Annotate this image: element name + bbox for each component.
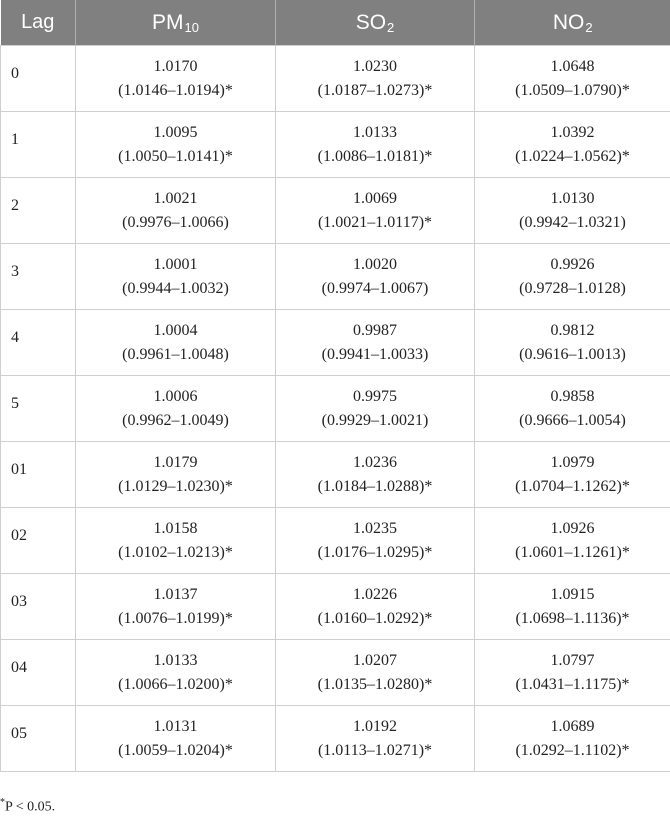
- pm10-confidence-interval: (1.0050–1.0141)*: [118, 147, 233, 165]
- so2-confidence-interval: (1.0176–1.0295)*: [317, 543, 433, 561]
- pm10-cell: [76, 508, 276, 574]
- pm10-estimate: 1.0095: [153, 123, 198, 141]
- pm10-cell: [76, 178, 276, 244]
- so2-cell: [276, 310, 475, 376]
- so2-estimate: 1.0230: [353, 57, 397, 75]
- so2-confidence-interval: (1.0184–1.0288)*: [317, 477, 433, 495]
- no2-cell: [475, 706, 670, 772]
- lag-cell: 02: [1, 508, 76, 574]
- no2-cell: [475, 244, 670, 310]
- no2-estimate: 0.9858: [550, 387, 595, 405]
- no2-confidence-interval: (1.0698–1.1136)*: [515, 609, 630, 627]
- so2-estimate: 1.0069: [353, 189, 397, 207]
- no2-confidence-interval: (0.9616–1.0013): [519, 345, 626, 363]
- pm10-confidence-interval: (1.0066–1.0200)*: [118, 675, 233, 693]
- no2-confidence-interval: (1.0431–1.1175)*: [515, 675, 630, 693]
- no2-cell: [475, 508, 670, 574]
- so2-cell: [276, 112, 475, 178]
- pm10-confidence-interval: (1.0059–1.0204)*: [118, 741, 233, 759]
- table-row: [1, 376, 670, 442]
- table-row: [1, 442, 670, 508]
- no2-cell: [475, 310, 670, 376]
- pm10-cell: [76, 310, 276, 376]
- pm10-confidence-interval: (1.0146–1.0194)*: [118, 81, 233, 99]
- so2-estimate: 1.0192: [353, 717, 397, 735]
- no2-confidence-interval: (1.0601–1.1261)*: [515, 543, 630, 561]
- pm10-confidence-interval: (0.9962–1.0049): [122, 411, 229, 429]
- pm10-estimate: 1.0170: [153, 57, 198, 75]
- table-row: [1, 640, 670, 706]
- so2-cell: [276, 640, 475, 706]
- no2-confidence-interval: (1.0292–1.1102)*: [515, 741, 630, 759]
- pm10-cell: [76, 574, 276, 640]
- pm10-estimate: 1.0021: [153, 189, 198, 207]
- pm10-confidence-interval: (1.0076–1.0199)*: [118, 609, 233, 627]
- lag-cell: 3: [1, 244, 76, 310]
- so2-estimate: 1.0235: [353, 519, 397, 537]
- lag-cell: 04: [1, 640, 76, 706]
- pm10-estimate: 1.0131: [153, 717, 198, 735]
- header-no2-subscript: 2: [585, 19, 593, 35]
- no2-estimate: 1.0979: [550, 453, 595, 471]
- so2-confidence-interval: (1.0086–1.0181)*: [317, 147, 433, 165]
- pm10-cell: [76, 244, 276, 310]
- so2-cell: [276, 574, 475, 640]
- no2-confidence-interval: (1.0509–1.0790)*: [515, 81, 630, 99]
- so2-cell: [276, 244, 475, 310]
- table-row: [1, 310, 670, 376]
- table-row: [1, 112, 670, 178]
- no2-cell: [475, 442, 670, 508]
- pm10-confidence-interval: (1.0102–1.0213)*: [118, 543, 233, 561]
- no2-estimate: 1.0689: [550, 717, 595, 735]
- table-row: [1, 574, 670, 640]
- no2-confidence-interval: (0.9728–1.0128): [519, 279, 626, 297]
- so2-cell: [276, 442, 475, 508]
- no2-cell: [475, 640, 670, 706]
- so2-confidence-interval: (0.9929–1.0021): [321, 411, 429, 429]
- so2-cell: [276, 178, 475, 244]
- no2-estimate: 1.0392: [550, 123, 595, 141]
- pm10-cell: [76, 442, 276, 508]
- header-no2: [475, 0, 670, 46]
- no2-estimate: 0.9926: [550, 255, 595, 273]
- header-so2: [276, 0, 475, 46]
- so2-cell: [276, 706, 475, 772]
- pm10-estimate: 1.0133: [153, 651, 198, 669]
- no2-estimate: 1.0797: [550, 651, 595, 669]
- so2-cell: [276, 376, 475, 442]
- so2-estimate: 1.0133: [353, 123, 397, 141]
- no2-cell: [475, 376, 670, 442]
- no2-estimate: 1.0130: [550, 189, 595, 207]
- so2-confidence-interval: (0.9974–1.0067): [321, 279, 429, 297]
- lag-cell: 1: [1, 112, 76, 178]
- so2-estimate: 0.9975: [353, 387, 397, 405]
- pm10-cell: [76, 46, 276, 112]
- so2-estimate: 0.9987: [353, 321, 397, 339]
- no2-confidence-interval: (0.9666–1.0054): [519, 411, 626, 429]
- header-pm10: [76, 0, 276, 46]
- so2-cell: [276, 508, 475, 574]
- pm10-estimate: 1.0158: [153, 519, 198, 537]
- table-row: [1, 178, 670, 244]
- pm10-estimate: 1.0179: [153, 453, 198, 471]
- footnote: [0, 797, 55, 816]
- table-row: [1, 46, 670, 112]
- header-row: [1, 0, 670, 46]
- pm10-estimate: 1.0001: [153, 255, 198, 273]
- so2-confidence-interval: (1.0160–1.0292)*: [317, 609, 433, 627]
- table-row: [1, 508, 670, 574]
- no2-confidence-interval: (1.0224–1.0562)*: [515, 147, 630, 165]
- pm10-cell: [76, 112, 276, 178]
- lag-cell: 05: [1, 706, 76, 772]
- lag-cell: 4: [1, 310, 76, 376]
- lag-cell: 03: [1, 574, 76, 640]
- table-row: [1, 244, 670, 310]
- no2-estimate: 1.0926: [550, 519, 595, 537]
- pm10-confidence-interval: (0.9944–1.0032): [122, 279, 229, 297]
- header-no2-base: NO: [552, 10, 585, 34]
- pm10-confidence-interval: (1.0129–1.0230)*: [118, 477, 233, 495]
- so2-estimate: 1.0236: [353, 453, 397, 471]
- lag-cell: 01: [1, 442, 76, 508]
- so2-confidence-interval: (1.0113–1.0271)*: [317, 741, 433, 759]
- header-so2-base: SO: [355, 10, 387, 34]
- pm10-cell: [76, 376, 276, 442]
- pm10-estimate: 1.0004: [153, 321, 198, 339]
- so2-confidence-interval: (1.0187–1.0273)*: [317, 81, 433, 99]
- table-header: [1, 0, 670, 46]
- no2-cell: [475, 46, 670, 112]
- so2-cell: [276, 46, 475, 112]
- lag-cell: 5: [1, 376, 76, 442]
- header-pm10-base: PM: [152, 10, 184, 34]
- no2-cell: [475, 178, 670, 244]
- so2-confidence-interval: (1.0135–1.0280)*: [317, 675, 433, 693]
- table-row: [1, 706, 670, 772]
- header-lag: Lag: [1, 0, 76, 46]
- header-pm10-subscript: 10: [184, 19, 199, 35]
- no2-estimate: 1.0915: [550, 585, 595, 603]
- no2-cell: [475, 574, 670, 640]
- so2-confidence-interval: (1.0021–1.0117)*: [317, 213, 433, 231]
- no2-estimate: 1.0648: [550, 57, 595, 75]
- pm10-estimate: 1.0137: [153, 585, 198, 603]
- no2-cell: [475, 112, 670, 178]
- pm10-cell: [76, 706, 276, 772]
- header-so2-subscript: 2: [387, 19, 395, 35]
- pm10-confidence-interval: (0.9961–1.0048): [122, 345, 229, 363]
- no2-confidence-interval: (1.0704–1.1262)*: [515, 477, 630, 495]
- lag-cell: 0: [1, 46, 76, 112]
- so2-confidence-interval: (0.9941–1.0033): [321, 345, 429, 363]
- table-body: [1, 46, 670, 772]
- no2-estimate: 0.9812: [550, 321, 595, 339]
- footnote-text: P < 0.05.: [5, 799, 56, 815]
- pm10-estimate: 1.0006: [153, 387, 198, 405]
- lag-cell: 2: [1, 178, 76, 244]
- footnote-mark: *: [0, 797, 5, 808]
- so2-estimate: 1.0020: [353, 255, 397, 273]
- so2-estimate: 1.0207: [353, 651, 397, 669]
- pm10-cell: [76, 640, 276, 706]
- so2-estimate: 1.0226: [353, 585, 397, 603]
- pm10-confidence-interval: (0.9976–1.0066): [122, 213, 229, 231]
- no2-confidence-interval: (0.9942–1.0321): [519, 213, 626, 231]
